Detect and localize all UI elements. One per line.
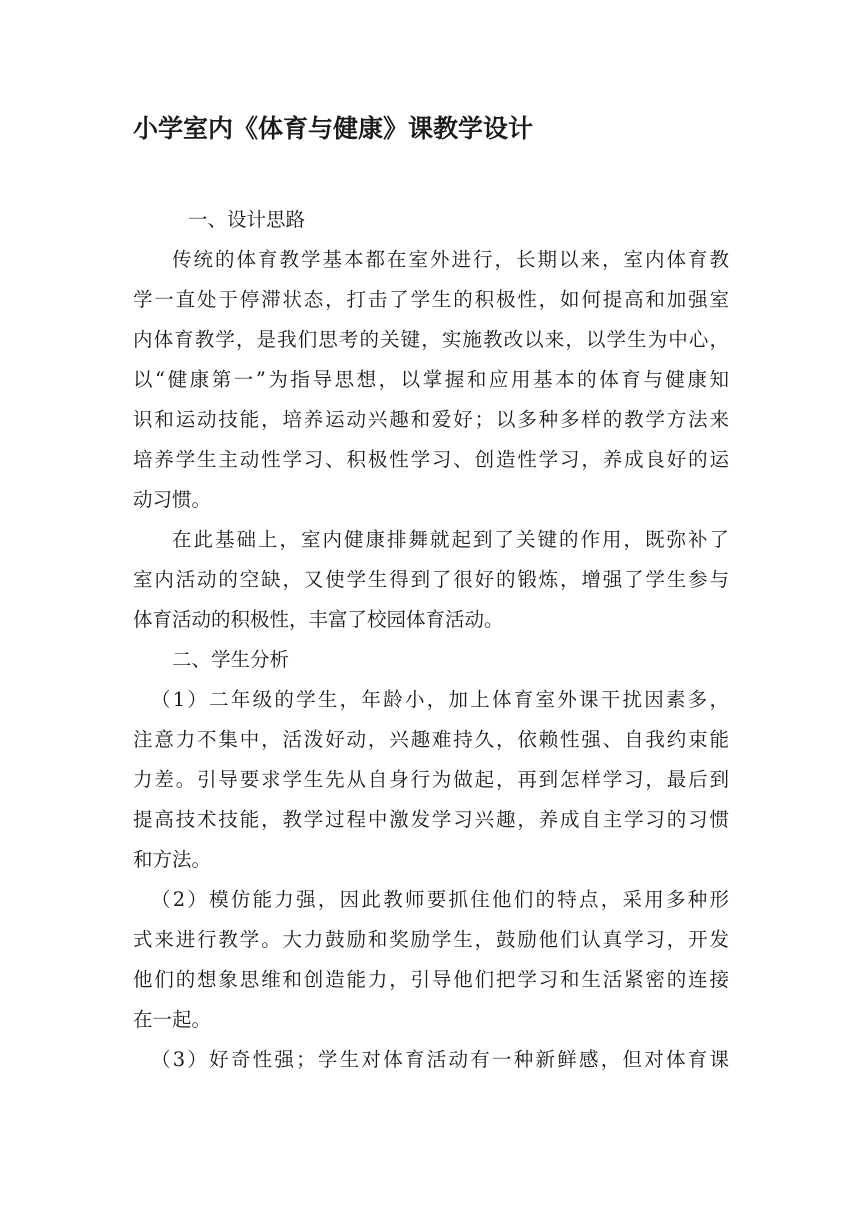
paragraph-line: 和方法。 xyxy=(133,848,212,871)
document-title: 小学室内《体育与健康》课教学设计 xyxy=(133,114,534,143)
paragraph-line: （1）二年级的学生，年龄小，加上体育室外课干扰因素多， xyxy=(151,688,729,711)
document-body xyxy=(133,200,729,1080)
paragraph-line: 提高技术技能，教学过程中激发学习兴趣，养成自主学习的习惯 xyxy=(133,808,729,831)
paragraph-line: 在一起。 xyxy=(133,1008,212,1031)
section-heading-design-idea: 一、设计思路 xyxy=(188,208,306,231)
paragraph-line: （3）好奇性强；学生对体育活动有一种新鲜感，但对体育课 xyxy=(151,1048,729,1071)
paragraph-line: 内体育教学，是我们思考的关键，实施教改以来，以学生为中心， xyxy=(133,328,729,351)
paragraph-line: 学一直处于停滞状态，打击了学生的积极性，如何提高和加强室 xyxy=(133,288,729,311)
paragraph-line: 力差。引导要求学生先从自身行为做起，再到怎样学习，最后到 xyxy=(133,768,729,791)
paragraph-line: 他们的想象思维和创造能力，引导他们把学习和生活紧密的连接 xyxy=(133,968,729,991)
paragraph-line: 室内活动的空缺，又使学生得到了很好的锻炼，增强了学生参与 xyxy=(133,568,729,591)
paragraph-line: 注意力不集中，活泼好动，兴趣难持久，依赖性强、自我约束能 xyxy=(133,728,729,751)
paragraph-line: 传统的体育教学基本都在室外进行，长期以来，室内体育教 xyxy=(172,248,729,271)
paragraph-line: 式来进行教学。大力鼓励和奖励学生，鼓励他们认真学习，开发 xyxy=(133,928,729,951)
section-heading-student-analysis: 二、学生分析 xyxy=(172,648,290,671)
paragraph-line: 动习惯。 xyxy=(133,488,212,511)
paragraph-line: 识和运动技能，培养运动兴趣和爱好；以多种多样的教学方法来 xyxy=(133,408,729,431)
paragraph-line: 培养学生主动性学习、积极性学习、创造性学习，养成良好的运 xyxy=(133,448,729,471)
paragraph-line: 体育活动的积极性，丰富了校园体育活动。 xyxy=(133,608,504,631)
paragraph-line: 在此基础上，室内健康排舞就起到了关键的作用，既弥补了 xyxy=(172,528,729,551)
paragraph-line: 以“健康第一”为指导思想，以掌握和应用基本的体育与健康知 xyxy=(133,368,729,391)
paragraph-line: （2）模仿能力强，因此教师要抓住他们的特点，采用多种形 xyxy=(151,888,729,911)
